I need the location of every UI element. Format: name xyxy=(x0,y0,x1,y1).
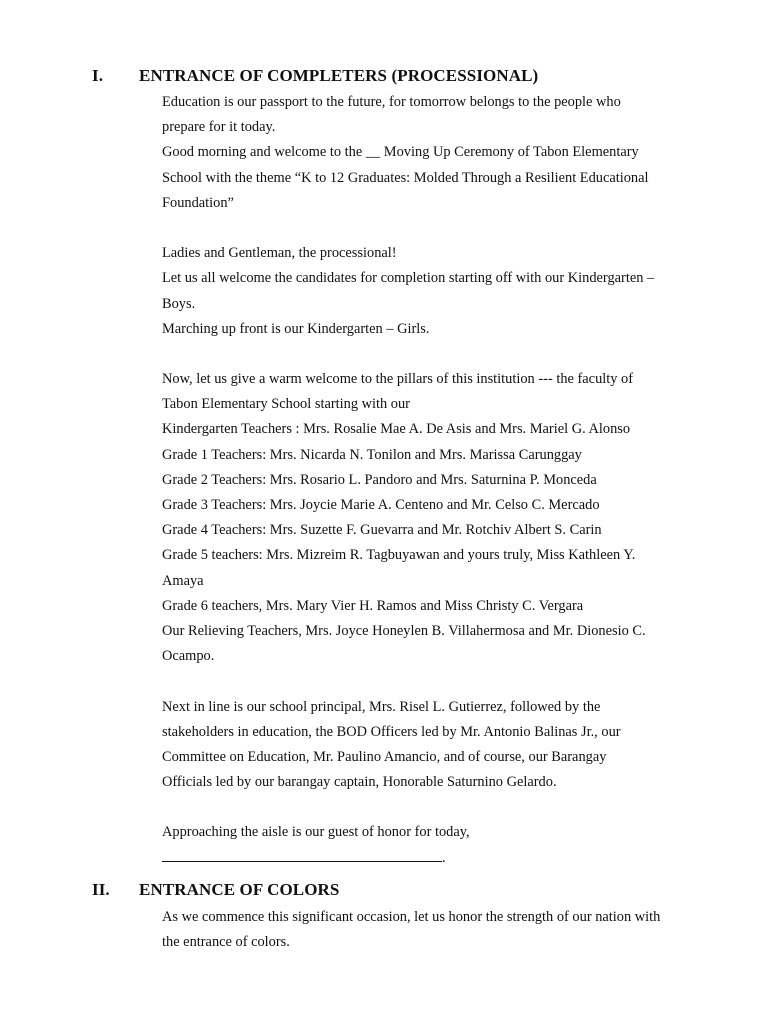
body-text-line: Ladies and Gentleman, the processional! xyxy=(162,245,397,262)
section-body-entrance-of-colors xyxy=(162,905,722,955)
body-text-line: Boys. xyxy=(162,295,196,312)
body-text-line: School with the theme “K to 12 Graduates: Molded Through a Resilient Educational xyxy=(162,169,649,186)
body-text-line: Good morning and welcome to the __ Moving Up Ceremony of Tabon Elementary xyxy=(162,144,639,161)
blank-spacer xyxy=(162,669,722,694)
section-title: ENTRANCE OF COLORS xyxy=(139,880,340,899)
body-text-line: Approaching the aisle is our guest of honor for today, xyxy=(162,824,470,841)
body-text-line: Ocampo. xyxy=(162,648,215,665)
body-text-line: prepare for it today. xyxy=(162,119,276,136)
guest-of-honor-blank-line xyxy=(162,846,722,871)
body-text-line: Let us all welcome the candidates for completion starting off with our Kindergarten – xyxy=(162,270,655,287)
body-text-line: stakeholders in education, the BOD Officers led by Mr. Antonio Balinas Jr., our xyxy=(162,723,621,740)
section-heading-entrance-of-completers xyxy=(92,66,538,86)
blank-line-period: . xyxy=(442,850,446,866)
body-text-line: Grade 1 Teachers: Mrs. Nicarda N. Tonilon and Mrs. Marissa Carunggay xyxy=(162,446,582,463)
blank-spacer xyxy=(162,216,722,241)
body-text-line: Tabon Elementary School starting with our xyxy=(162,396,410,413)
body-text-line: Our Relieving Teachers, Mrs. Joyce Honeylen B. Villahermosa and Mr. Dionesio C. xyxy=(162,622,646,639)
section-number: II. xyxy=(92,880,110,899)
body-text-line: Committee on Education, Mr. Paulino Amancio, and of course, our Barangay xyxy=(162,748,607,765)
blank-spacer xyxy=(162,342,722,367)
body-text-line: Officials led by our barangay captain, Honorable Saturnino Gelardo. xyxy=(162,774,557,791)
blank-spacer xyxy=(162,795,722,820)
section-body-entrance-of-completers xyxy=(162,90,722,846)
body-text-line: Now, let us give a warm welcome to the pillars of this institution --- the faculty of xyxy=(162,371,634,388)
section-number: I. xyxy=(92,66,104,85)
body-text-line: Grade 4 Teachers: Mrs. Suzette F. Guevarra and Mr. Rotchiv Albert S. Carin xyxy=(162,522,602,539)
body-text-line: As we commence this significant occasion, let us honor the strength of our nation with xyxy=(162,909,661,925)
body-text-line: Kindergarten Teachers : Mrs. Rosalie Mae A. De Asis and Mrs. Mariel G. Alonso xyxy=(162,421,631,438)
body-text-line: Education is our passport to the future, for tomorrow belongs to the people who xyxy=(162,94,621,110)
body-text-line: Grade 2 Teachers: Mrs. Rosario L. Pandoro and Mrs. Saturnina P. Monceda xyxy=(162,471,597,488)
body-text-line: Next in line is our school principal, Mrs. Risel L. Gutierrez, followed by the xyxy=(162,698,601,715)
section-heading-entrance-of-colors xyxy=(92,880,339,900)
body-text-line: Grade 3 Teachers: Mrs. Joycie Marie A. Centeno and Mr. Celso C. Mercado xyxy=(162,497,600,513)
section-title: ENTRANCE OF COMPLETERS (PROCESSIONAL) xyxy=(139,66,539,85)
body-text-line: Grade 6 teachers, Mrs. Mary Vier H. Ramos and Miss Christy C. Vergara xyxy=(162,597,584,614)
body-text-line: Marching up front is our Kindergarten – Girls. xyxy=(162,320,430,337)
fill-in-blank xyxy=(162,847,442,862)
body-text-line: Amaya xyxy=(162,572,204,589)
body-text-line: the entrance of colors. xyxy=(162,934,290,951)
body-text-line: Foundation” xyxy=(162,194,234,211)
body-text-line: Grade 5 teachers: Mrs. Mizreim R. Tagbuyawan and yours truly, Miss Kathleen Y. xyxy=(162,547,636,564)
